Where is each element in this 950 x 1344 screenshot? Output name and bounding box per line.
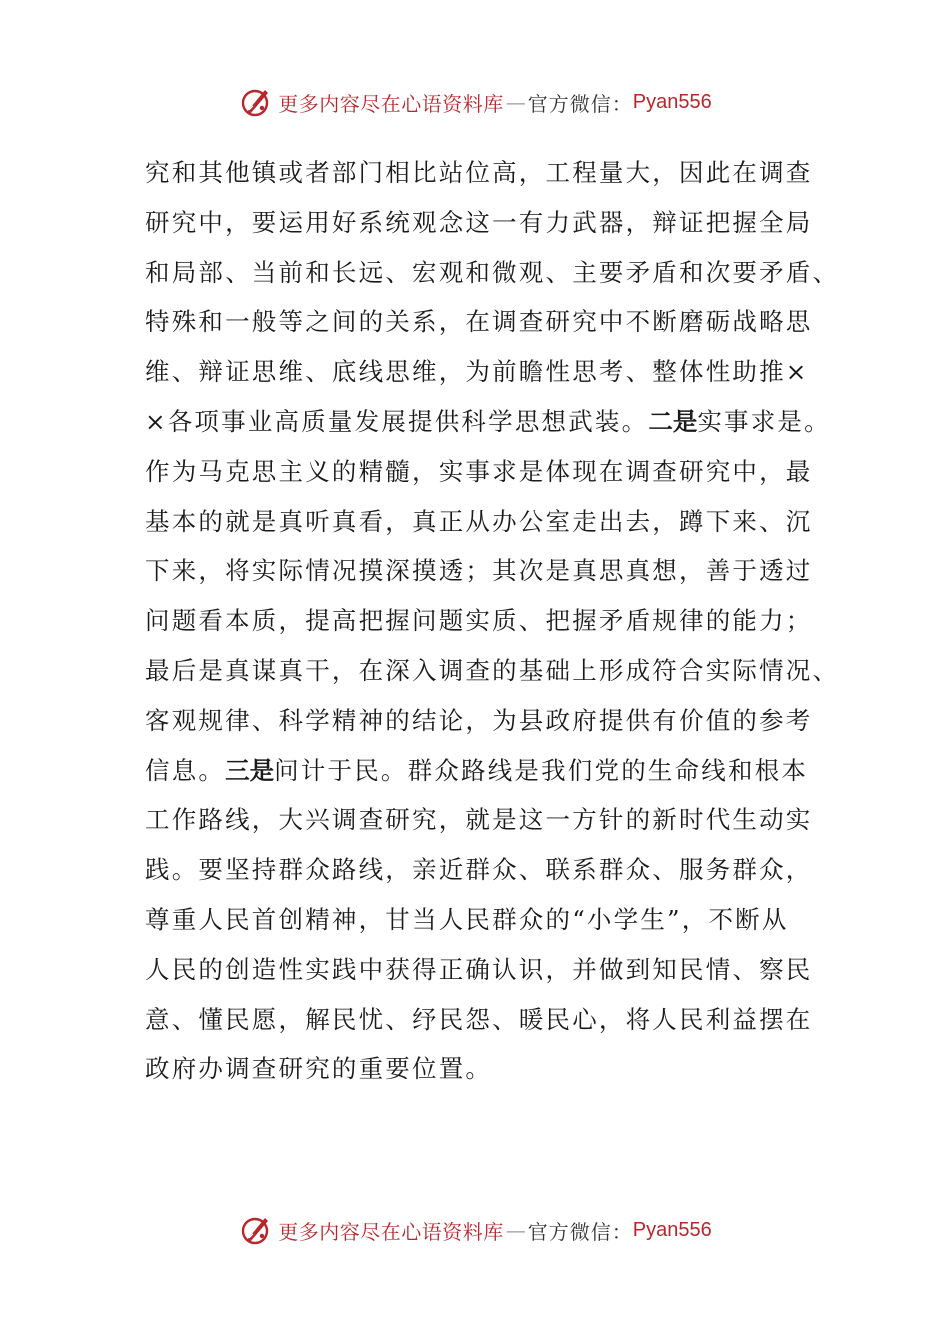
footer-wechat-id: Pyan556 (632, 1218, 712, 1241)
text-line-with-heading (145, 397, 831, 447)
point-two-heading: 二是 (648, 406, 698, 436)
text-line: 最后是真谋真干，在深入调查的基础上形成符合实际情况、 (145, 655, 840, 685)
header-separator: — (505, 90, 526, 114)
footer-separator: — (505, 1218, 526, 1242)
text-line: 研究中，要运用好系统观念这一有力武器，辩证把握全局 (145, 207, 813, 237)
text-line: 意、懂民愿，解民忧、纾民怨、暖民心，将人民利益摆在 (145, 1004, 813, 1034)
header-wechat-label: 官方微信： (527, 91, 633, 116)
text-line: 客观规律、科学精神的结论，为县政府提供有价值的参考 (145, 705, 813, 735)
text-line: 政府办调查研究的重要位置。 (145, 1054, 493, 1084)
text-line-with-heading (145, 746, 809, 796)
header-watermark-banner (0, 82, 950, 122)
text-line: 人民的创造性实践中获得正确认识，并做到知民情、察民 (145, 954, 813, 984)
footer-wechat-label: 官方微信： (527, 1219, 633, 1244)
header-wechat-id: Pyan556 (632, 90, 712, 113)
quill-logo-icon (238, 1212, 274, 1248)
text-line: 维、辩证思维、底线思维，为前瞻性思考、整体性助推× (145, 357, 809, 387)
text-line: 问题看本质，提高把握问题实质、把握矛盾规律的能力； (145, 606, 813, 636)
text-line: 究和其他镇或者部门相比站位高，工程量大，因此在调查 (145, 158, 813, 187)
text-line: 特殊和一般等之间的关系，在调查研究中不断磨砺战略思 (145, 307, 813, 337)
text-line: 工作路线，大兴调查研究，就是这一方针的新时代生动实 (145, 805, 813, 835)
text-segment: 实事求是。 (697, 406, 831, 436)
text-line: 践。要坚持群众路线，亲近群众、联系群众、服务群众， (145, 855, 813, 885)
header-site-text: 更多内容尽在心语资料库 (278, 91, 504, 116)
quill-logo-icon (238, 84, 274, 120)
text-line: 作为马克思主义的精髓，实事求是体现在调查研究中，最 (145, 456, 813, 486)
text-line: 和局部、当前和长远、宏观和微观、主要矛盾和次要矛盾、 (145, 257, 840, 287)
text-segment: 问计于民。群众路线是我们党的生命线和根本 (274, 755, 809, 785)
footer-watermark-banner (0, 1210, 950, 1250)
text-segment: ×各项事业高质量发展提供科学思想武装。 (145, 406, 649, 436)
point-three-heading: 三是 (225, 755, 275, 785)
text-line: 下来，将实际情况摸深摸透；其次是真思真想，善于透过 (145, 556, 813, 586)
text-line: 尊重人民首创精神，甘当人民群众的“小学生”，不断从 (145, 904, 789, 934)
text-line: 基本的就是真听真看，真正从办公室走出去，蹲下来、沉 (145, 506, 813, 536)
text-segment: 信息。 (145, 755, 226, 785)
document-body (145, 148, 840, 1094)
footer-site-text: 更多内容尽在心语资料库 (278, 1219, 504, 1244)
